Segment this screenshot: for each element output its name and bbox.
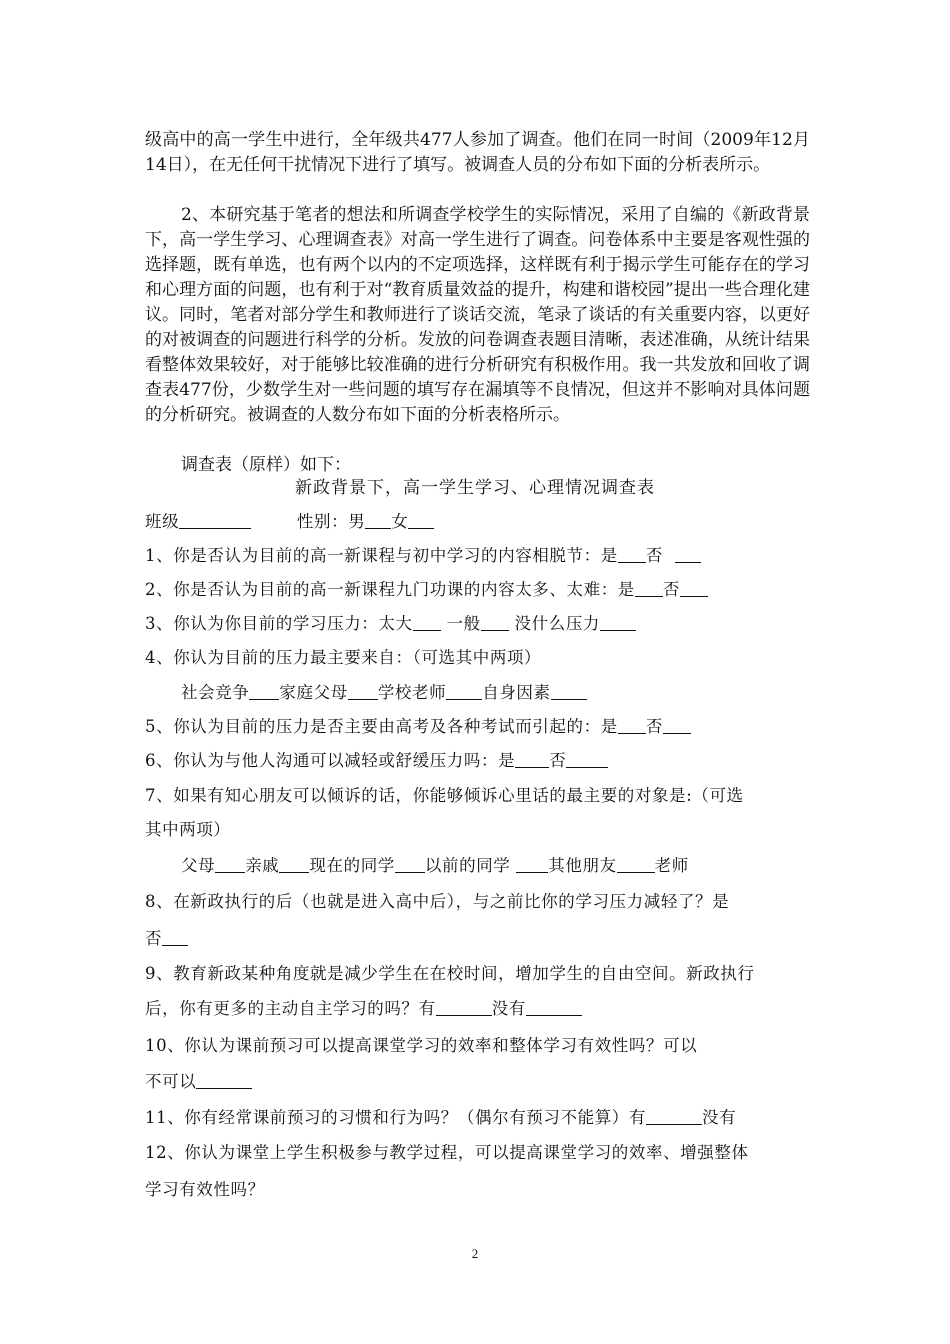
q3-option-medium: 一般 [446, 614, 481, 633]
q5-no-blank[interactable] [663, 716, 691, 734]
question-5 [145, 714, 691, 739]
q9-no-label: 没有 [491, 999, 526, 1018]
question-6-text: 6、你认为与他人沟通可以减轻或舒缓压力吗：是 [145, 751, 516, 770]
q1-yes-blank[interactable] [618, 545, 646, 563]
question-11 [145, 1105, 736, 1130]
q7-current-blank[interactable] [395, 855, 425, 873]
q9-no-blank[interactable] [526, 998, 582, 1016]
q3-high-blank[interactable] [413, 613, 441, 631]
female-blank[interactable] [408, 511, 434, 529]
question-11-text: 11、你有经常课前预习的习惯和行为吗？（偶尔有预习不能算）有 [145, 1108, 646, 1127]
q4-option-society: 社会竞争 [181, 683, 250, 702]
male-blank[interactable] [365, 511, 391, 529]
question-4: 4、你认为目前的压力最主要来自：（可选其中两项） [145, 648, 542, 667]
q2-no-blank[interactable] [680, 579, 708, 597]
q4-society-blank[interactable] [249, 682, 279, 700]
question-10-line2 [145, 1069, 252, 1094]
q7-option-former-classmates: 以前的同学 [424, 856, 511, 875]
female-label: 女 [391, 512, 409, 531]
q3-medium-blank[interactable] [481, 613, 509, 631]
question-7-line2: 其中两项） [145, 820, 231, 839]
q7-former-blank[interactable] [516, 855, 548, 873]
q3-none-blank[interactable] [600, 613, 636, 631]
q4-option-teachers: 学校老师 [377, 683, 447, 702]
q2-no-label: 否 [662, 580, 681, 599]
q7-option-parents: 父母 [181, 856, 216, 875]
q8-no-label: 否 [145, 929, 163, 948]
question-10-line1: 10、你认为课前预习可以提高课堂学习的效率和整体学习有效性吗？可以 [145, 1036, 698, 1055]
q11-yes-blank[interactable] [646, 1107, 702, 1125]
question-1-text: 1、你是否认为目前的高一新课程与初中学习的内容相脱节：是 [145, 546, 618, 565]
class-label: 班级 [145, 512, 180, 531]
question-9-line1: 9、教育新政某种角度就是减少学生在在校时间，增加学生的自由空间。新政执行 [145, 964, 755, 983]
q7-option-teachers: 老师 [654, 856, 689, 875]
q6-no-blank[interactable] [566, 750, 608, 768]
q6-no-label: 否 [549, 751, 567, 770]
q7-option-current-classmates: 现在的同学 [309, 856, 395, 875]
question-2 [145, 577, 708, 602]
q4-self-blank[interactable] [551, 682, 587, 700]
page-number: 2 [471, 1246, 479, 1261]
question-2-text: 2、你是否认为目前的高一新课程九门功课的内容太多、太难：是 [145, 580, 635, 599]
q7-option-relatives: 亲戚 [245, 856, 280, 875]
q1-no-blank[interactable] [675, 545, 701, 563]
q11-no-label: 没有 [702, 1108, 737, 1127]
question-12-line2: 学习有效性吗？ [145, 1180, 265, 1199]
q7-friends-blank[interactable] [617, 855, 655, 873]
q2-yes-blank[interactable] [635, 579, 663, 597]
question-4-options [181, 680, 587, 705]
q3-option-high: 3、你认为你目前的学习压力：太大 [145, 614, 413, 633]
question-6 [145, 748, 608, 773]
q4-option-family: 家庭父母 [279, 683, 348, 702]
question-12-line1: 12、你认为课堂上学生积极参与教学过程，可以提高课堂学习的效率、增强整体 [145, 1143, 749, 1162]
q3-option-none: 没什么压力 [514, 614, 601, 633]
q7-parents-blank[interactable] [215, 855, 245, 873]
q10-no-label: 不可以 [145, 1072, 197, 1091]
q4-family-blank[interactable] [348, 682, 378, 700]
question-5-text: 5、你认为目前的压力是否主要由高考及各种考试而引起的：是 [145, 717, 618, 736]
q1-no-label: 否 [645, 546, 663, 565]
question-9-line2 [145, 996, 582, 1021]
q10-no-blank[interactable] [196, 1071, 252, 1089]
paragraph-survey-scope: 级高中的高一学生中进行，全年级共477人参加了调查。他们在同一时间（2009年12月14日），在无任何干扰情况下进行了填写。被调查人员的分布如下面的分析表所示。 [145, 130, 810, 175]
question-7-options [181, 853, 689, 878]
question-3 [145, 611, 636, 636]
gender-label: 性别：男 [296, 512, 366, 531]
q4-teachers-blank[interactable] [446, 682, 482, 700]
class-gender-line [145, 509, 434, 534]
class-blank[interactable] [179, 511, 251, 529]
q7-relatives-blank[interactable] [279, 855, 309, 873]
question-8-line1: 8、在新政执行的后（也就是进入高中后），与之前比你的学习压力减轻了？是 [145, 892, 730, 911]
question-7-line1: 7、如果有知心朋友可以倾诉的话，你能够倾诉心里话的最主要的对象是:（可选 [145, 786, 744, 805]
paragraph-research-method: 2、本研究基于笔者的想法和所调查学校学生的实际情况，采用了自编的《新政背景下，高一学生学习、心理调查表》对高一学生进行了调查。问卷体系中主要是客观性强的选择题，既有单选，也有两个以内的不定项选择，这样既有利于揭示学生可能存在的学习和心理方面的问题，也有利于对“教育质量效益的提升，构建和谐校园”提出一些合理化建议。同时，笔者对部分学生和教师进行了谈话交流，笔录了谈话的有关重要内容，以更好的对被调查的问题进行科学的分析。发放的问卷调查表题目清晰，表述准确，从统计结果看整体效果较好，对于能够比较准确的进行分析研究有积极作用。我一共发放和回收了调查表477份，少数学生对一些问题的填写存在漏填等不良情况，但这并不影响对具体问题的分析研究。被调查的人数分布如下面的分析表格所示。 [145, 205, 810, 425]
question-9-text: 后，你有更多的主动自主学习的吗？有 [145, 999, 436, 1018]
q6-yes-blank[interactable] [515, 750, 549, 768]
survey-title: 新政背景下，高一学生学习、心理情况调查表 [295, 478, 655, 498]
q4-option-self: 自身因素 [482, 683, 551, 702]
q9-yes-blank[interactable] [436, 998, 492, 1016]
question-1 [145, 543, 701, 568]
survey-intro: 调查表（原样）如下： [181, 455, 351, 475]
question-8-line2 [145, 926, 188, 951]
q7-option-other-friends: 其他朋友 [548, 856, 617, 875]
q5-no-label: 否 [645, 717, 663, 736]
q8-no-blank[interactable] [162, 928, 188, 946]
q5-yes-blank[interactable] [618, 716, 646, 734]
